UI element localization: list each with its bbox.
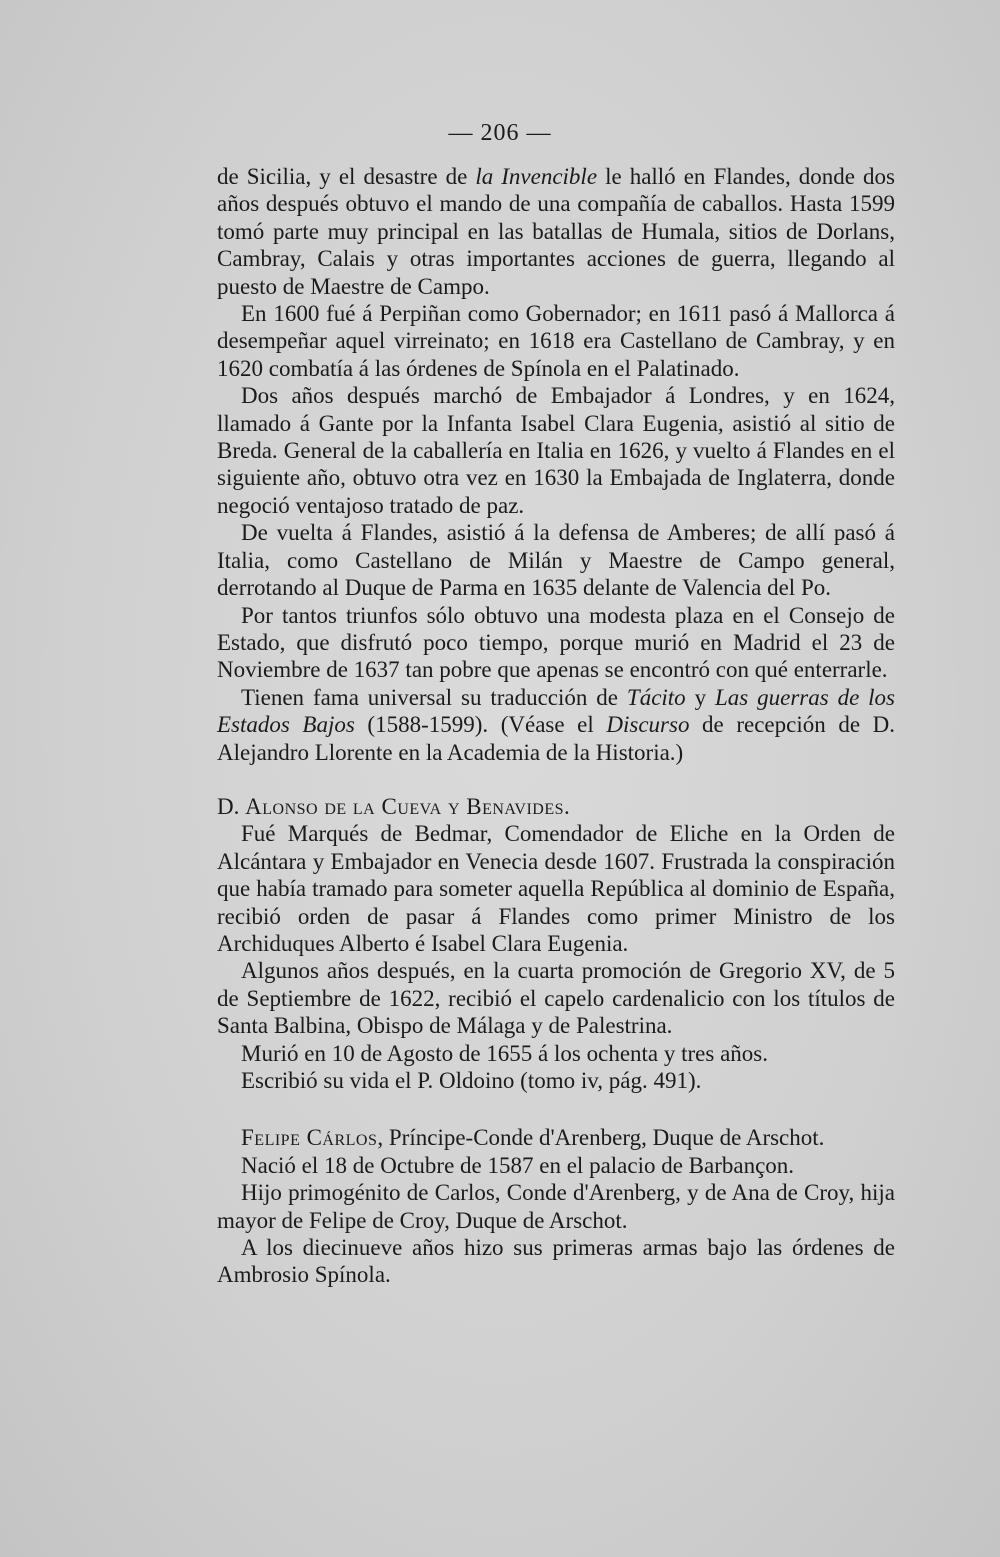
paragraph: Fué Marqués de Bedmar, Comendador de Eliche en la Orden de Alcántara y Embajador en Venecia desde 1607. Frustrada la conspiración que había tramado para someter aquella República al dominio de España, recibió orden de pasar á Flandes como primer Ministro de los Archiduques Alberto é Isabel Clara Eugenia. bbox=[217, 821, 895, 956]
paragraph: Dos años después marchó de Embajador á Londres, y en 1624, llamado á Gante por la Infanta Isabel Clara Eugenia, asistió al sitio de Breda. General de la caballería en Italia en 1626, y vuelto á Flandes en el siguiente año, obtuvo otra vez en 1630 la Embajada de Inglaterra, donde negoció ventajoso tratado de paz. bbox=[217, 383, 895, 518]
paragraph: Murió en 10 de Agosto de 1655 á los ochenta y tres años. bbox=[241, 1040, 768, 1066]
entry-heading: D. Alonso de la Cueva y Benavides. bbox=[217, 793, 571, 819]
body-text bbox=[217, 163, 895, 1289]
paragraph: De vuelta á Flandes, asistió á la defensa de Amberes; de allí pasó á Italia, como Castellano de Milán y Maestre de Campo general, derrotando al Duque de Parma en 1635 delante de Valencia del Po. bbox=[217, 520, 895, 601]
italic-title: la Invencible bbox=[475, 164, 598, 189]
paragraph: Algunos años después, en la cuarta promoción de Gregorio XV, de 5 de Septiembre de 1622, recibió el capelo cardenalicio con los títulos de Santa Balbina, Obispo de Málaga y de Palestrina. bbox=[217, 958, 895, 1039]
paragraph: de Sicilia, y el desastre de la Invencible le halló en Flandes, donde dos años después obtuvo el mando de una compañía de caballos. Hasta 1599 tomó parte muy principal en las batallas de Humala, sitios de Dorlans, Cambray, Calais y otras importantes acciones de guerra, llegando al puesto de Maestre de Campo. bbox=[217, 164, 895, 299]
italic-title: Tácito bbox=[626, 684, 686, 710]
paragraph: A los diecinueve años hizo sus primeras armas bajo las órdenes de Ambrosio Spínola. bbox=[217, 1235, 895, 1288]
section-gap bbox=[217, 1094, 895, 1124]
italic-title: Discurso bbox=[606, 712, 690, 738]
section-gap bbox=[217, 766, 895, 793]
italic-title: Las guerras de los Estados Bajos bbox=[217, 684, 896, 738]
paragraph: En 1600 fué á Perpiñan como Gobernador; en 1611 pasó á Mallorca á desempeñar aquel virreinato; en 1618 era Castellano de Cambray, y en 1620 combatía á las órdenes de Spínola en el Palatinado. bbox=[217, 301, 895, 381]
paragraph: Escribió su vida el P. Oldoino (tomo iv, pág. 491). bbox=[241, 1068, 702, 1093]
paragraph: Hijo primogénito de Carlos, Conde d'Arenberg, y de Ana de Croy, hija mayor de Felipe de Croy, Duque de Arschot. bbox=[217, 1180, 895, 1233]
entry-heading: Felipe Cárlos, Príncipe-Conde d'Arenberg, Duque de Arschot. bbox=[241, 1125, 825, 1151]
paragraph: Nació el 18 de Octubre de 1587 en el palacio de Barbançon. bbox=[241, 1152, 795, 1178]
paragraph: Tienen fama universal su traducción de Tácito y Las guerras de los Estados Bajos (1588-1599). (Véase el Discurso de recepción de D. Alejandro Llorente en la Academia de la Historia.) bbox=[217, 684, 896, 765]
page-number: — 206 — bbox=[448, 120, 552, 146]
paragraph: Por tantos triunfos sólo obtuvo una modesta plaza en el Consejo de Estado, que disfrutó poco tiempo, porque murió en Madrid el 23 de Noviembre de 1637 tan pobre que apenas se encontró con qué enterrarle. bbox=[217, 602, 895, 683]
